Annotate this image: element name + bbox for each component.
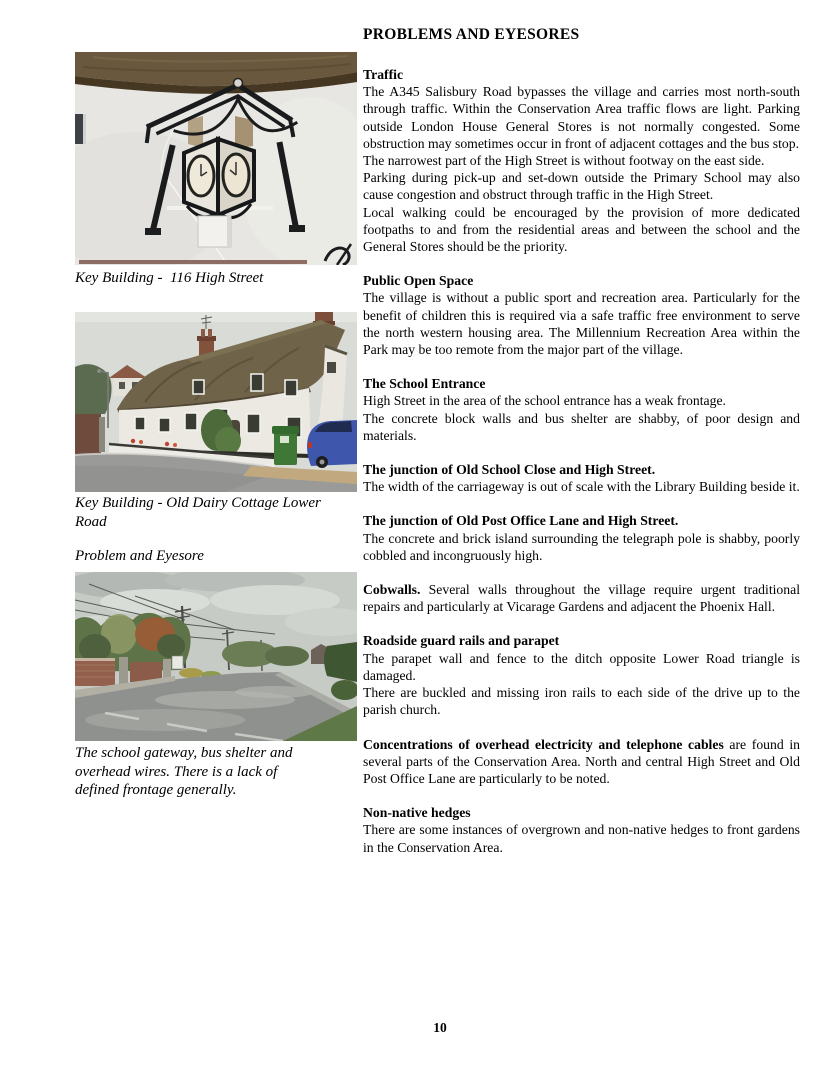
page-title: PROBLEMS AND EYESORES — [363, 26, 580, 43]
section-heading: Concentrations of overhead electricity and telephone cables — [363, 736, 724, 752]
section-paragraph: There are some instances of overgrown and non-native hedges to front gardens in the Conservation Area. — [363, 822, 800, 855]
section-public-open-space — [363, 272, 800, 358]
section-non-native-hedges — [363, 804, 800, 856]
section-paragraph: The narrowest part of the High Street is without footway on the east side. — [363, 153, 765, 169]
section-paragraph: There are buckled and missing iron rails to each side of the drive up to the parish church. — [363, 685, 800, 718]
section-paragraph: The concrete and brick island surrounding the telegraph pole is shabby, poorly cobbled and incongruously high. — [363, 530, 800, 563]
caption-old-dairy-cottage: Key Building - Old Dairy Cottage Lower Road — [75, 495, 325, 530]
problems-sections — [363, 66, 800, 873]
section-paragraph: Parking during pick-up and set-down outside the Primary School may also cause congestion and obstruct through traffic in the High Street. — [363, 170, 800, 203]
section-concentrations-of-overhead-electricity-and-telephone-cables — [363, 736, 800, 788]
section-paragraph: High Street in the area of the school entrance has a weak frontage. — [363, 393, 726, 409]
section-cobwalls — [363, 581, 800, 615]
caption-school-gateway: The school gateway, bus shelter and overhead wires. There is a lack of defined frontage generally. — [75, 745, 297, 798]
section-paragraph: The A345 Salisbury Road bypasses the village and carries most north-south through traffic. Within the Conservation Area traffic flows are light. Parking outside London House General Stores is not normally congested. Some obstruction may sometimes occur in front of adjacent cottages and the bus stop. — [363, 84, 800, 151]
page-number: 10 — [433, 1020, 447, 1035]
section-heading: The junction of Old School Close and High Street. — [363, 462, 656, 478]
section-heading: Cobwalls. — [363, 582, 421, 598]
section-heading: Non-native hedges — [363, 805, 471, 821]
section-paragraph: Local walking could be encouraged by the provision of more dedicated footpaths to and from the residential areas and between the school and the General Stores should be the priority. — [363, 204, 800, 255]
section-paragraph: The village is without a public sport and recreation area. Particularly for the benefit of children this is required via a safe traffic free environment to serve the north western housing area. The Millennium Recreation Area within the Park may be too remote from the major part of the village. — [363, 290, 800, 358]
section-paragraph: Cobwalls. Several walls throughout the village require urgent traditional repairs and particularly at Vicarage Gardens and adjacent the Phoenix Hall. — [363, 582, 800, 615]
photo-school-gateway-street — [75, 572, 357, 741]
section-paragraph: The parapet wall and fence to the ditch opposite Lower Road triangle is damaged. — [363, 650, 800, 683]
photo-116-high-street-clock — [75, 52, 357, 265]
section-paragraph: The width of the carriageway is out of scale with the Library Building beside it. — [363, 479, 800, 495]
street-wires-illustration — [75, 572, 357, 741]
caption-116-high-street: Key Building - 116 High Street — [75, 270, 264, 286]
section-heading: Roadside guard rails and parapet — [363, 633, 560, 649]
photo-old-dairy-cottage — [75, 312, 357, 492]
section-the-junction-of-old-post-office-lane-and-high-street — [363, 512, 800, 564]
section-heading: The School Entrance — [363, 376, 486, 392]
thatched-cottage-illustration — [75, 312, 357, 492]
clock-canopy-illustration — [75, 52, 357, 265]
section-roadside-guard-rails-and-parapet — [363, 632, 800, 718]
section-the-junction-of-old-school-close-and-high-street — [363, 461, 800, 495]
section-heading: Traffic — [363, 67, 404, 82]
section-traffic — [363, 66, 800, 255]
section-heading: The junction of Old Post Office Lane and High Street. — [363, 513, 679, 529]
section-heading: Public Open Space — [363, 273, 474, 289]
label-problem-and-eyesore: Problem and Eyesore — [75, 548, 204, 564]
section-the-school-entrance — [363, 375, 800, 444]
section-paragraph: Concentrations of overhead electricity and telephone cables are found in several parts of the Conservation Area. North and central High Street and Old Post Office Lane are particularly to be noted. — [363, 736, 800, 786]
section-paragraph: The concrete block walls and bus shelter are shabby, of poor design and materials. — [363, 410, 800, 443]
